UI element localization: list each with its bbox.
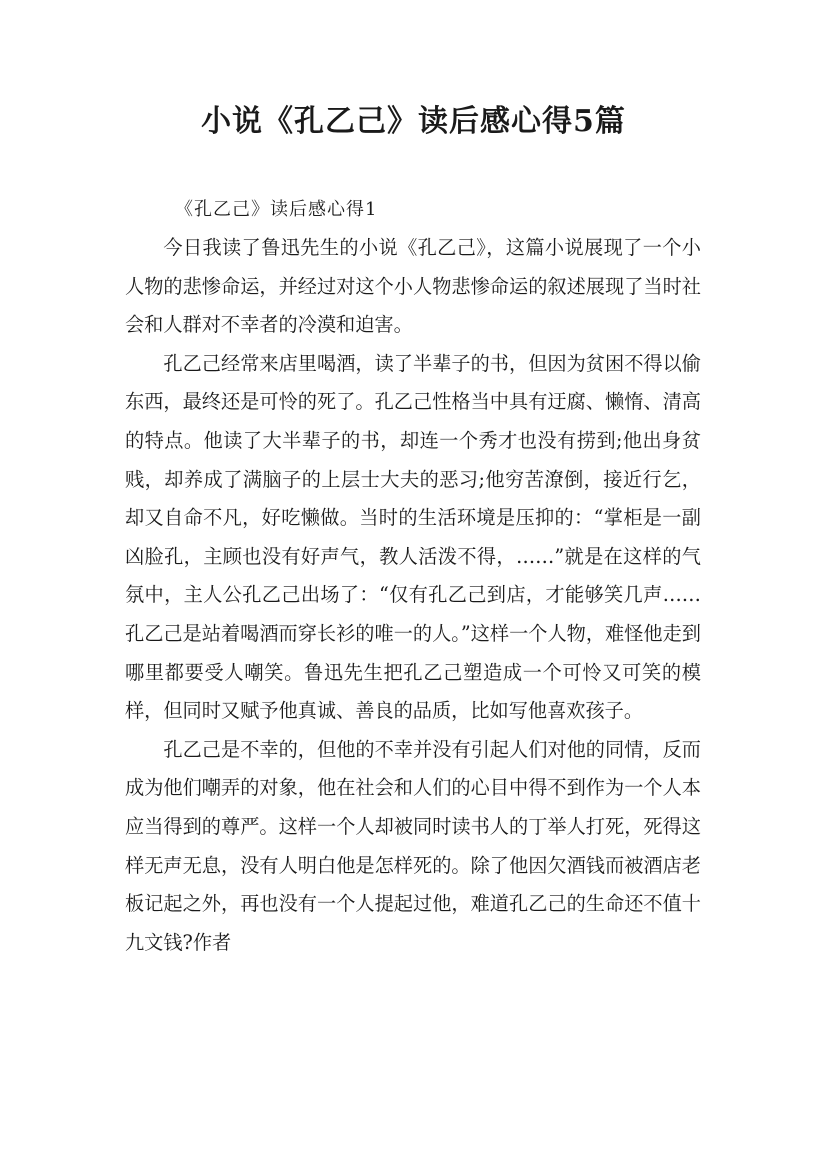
document-title: 小说《孔乙己》读后感心得5篇 [201, 104, 626, 139]
document-body [125, 191, 701, 962]
section-heading: 《孔乙己》读后感心得1 [175, 199, 378, 220]
paragraph-3: 孔乙己是不幸的，但他的不幸并没有引起人们对他的同情，反而成为他们嘲弄的对象，他在社会和人们的心目中得不到作为一个人本应当得到的尊严。这样一个人却被同时读书人的丁举人打死，死得这样无声无息，没有人明白他是怎样死的。除了他因欠酒钱而被酒店老板记起之外，再也没有一个人提起过他，难道孔乙己的生命还不值十九文钱?作者 [125, 737, 701, 954]
paragraph-1: 今日我读了鲁迅先生的小说《孔乙己》，这篇小说展现了一个小人物的悲惨命运，并经过对这个小人物悲惨命运的叙述展现了当时社会和人群对不幸者的冷漠和迫害。 [125, 236, 701, 337]
paragraph-2: 孔乙己经常来店里喝酒，读了半辈子的书，但因为贫困不得以偷东西，最终还是可怜的死了。孔乙己性格当中具有迂腐、懒惰、清高的特点。他读了大半辈子的书，却连一个秀才也没有捞到;他出身贫贱，却养成了满脑子的上层士大夫的恶习;他穷苦潦倒，接近行乞，却又自命不凡，好吃懒做。当时的生活环境是压抑的：“掌柜是一副凶脸孔，主顾也没有好声气，教人活泼不得，……”就是在这样的气氛中，主人公孔乙己出场了：“仅有孔乙己到店，才能够笑几声……孔乙己是站着喝酒而穿长衫的唯一的人。”这样一个人物，难怪他走到哪里都要受人嘲笑。鲁迅先生把孔乙己塑造成一个可怜又可笑的模样，但同时又赋予他真诚、善良的品质，比如写他喜欢孩子。 [125, 351, 701, 723]
